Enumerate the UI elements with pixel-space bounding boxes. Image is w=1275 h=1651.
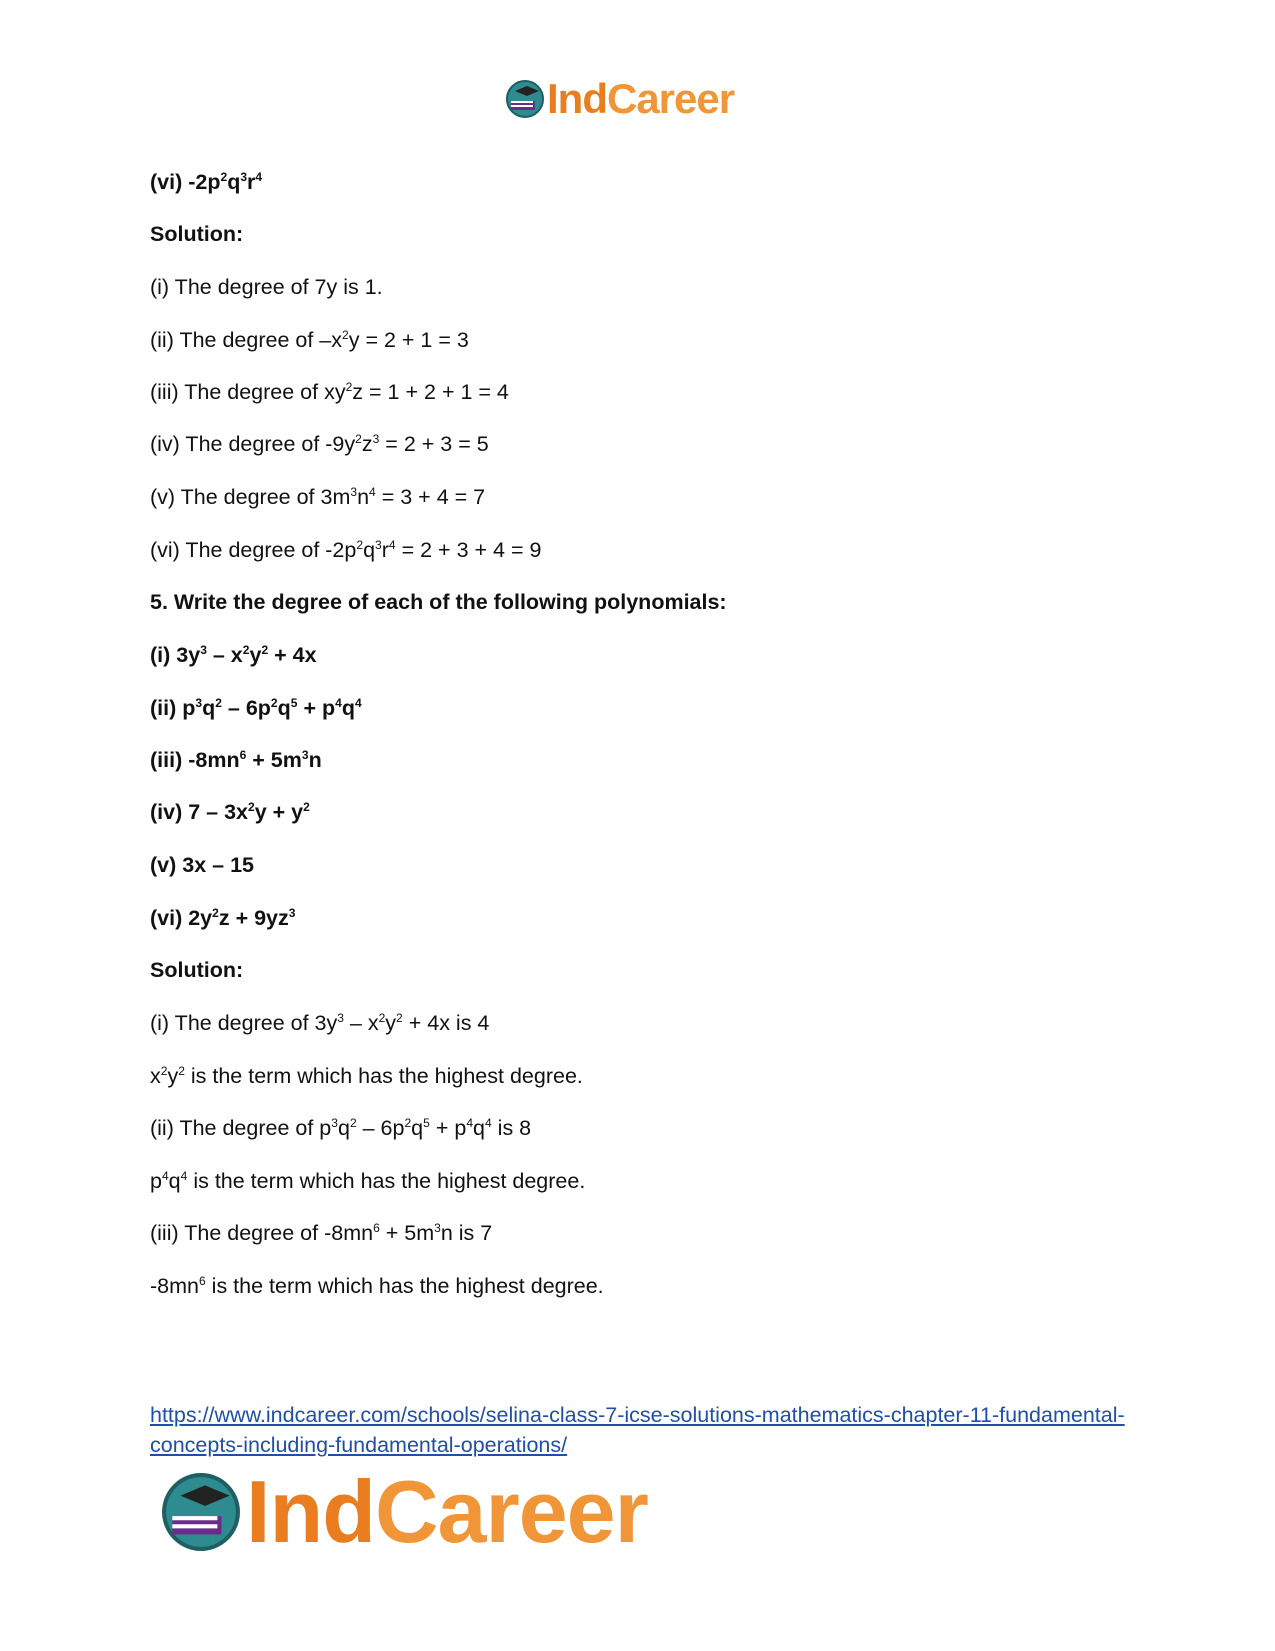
answer-5-i-note: $x^2y^2$ is the term which has the highest degree. xyxy=(150,1064,583,1088)
footer-logo xyxy=(160,1462,648,1561)
header-logo xyxy=(505,75,735,122)
q5-item-ii: (ii) $p^3q^2 - 6p^2q^5 + p^4q^4$ xyxy=(150,696,362,720)
q4-item-vi: (vi) $-2p^2q^3r^4$ xyxy=(150,170,263,194)
logo-wordmark: IndCareer xyxy=(547,75,735,122)
answer-5-iii: (iii) The degree of $-8mn^6 + 5m^3n$ is 7 xyxy=(150,1221,493,1245)
q5-item-v: (v) 3x – 15 xyxy=(150,853,254,877)
answer-4-iv: (iv) The degree of $-9y^2z^3 = 2 + 3 = 5$ xyxy=(150,432,489,456)
solution-heading-2: Solution: xyxy=(150,958,244,982)
answer-4-vi: (vi) The degree of $-2p^2q^3r^4 = 2 + 3 + 4 = 9$ xyxy=(150,538,542,562)
answer-5-ii: (ii) The degree of $p^3q^2 - 6p^2q^5 + p^4q^4$ is 8 xyxy=(150,1116,532,1140)
answer-4-v: (v) The degree of $3m^3n^4 = 3 + 4 = 7$ xyxy=(150,485,486,509)
logo-wordmark: IndCareer xyxy=(246,1462,648,1561)
answer-4-i: (i) The degree of 7y is 1. xyxy=(150,275,383,299)
answer-4-ii: (ii) The degree of $-x^2y = 2 + 1 = 3$ xyxy=(150,328,469,352)
answer-5-iii-note: $-8mn^6$ is the term which has the highest degree. xyxy=(150,1274,604,1298)
book-globe-icon xyxy=(505,79,545,119)
q5-item-iii: (iii) $-8mn^6 + 5m^3n$ xyxy=(150,748,322,772)
answer-5-ii-note: $p^4q^4$ is the term which has the highest degree. xyxy=(150,1169,586,1193)
solution-heading: Solution: xyxy=(150,222,244,246)
q5-item-vi: (vi) $2y^2z + 9yz^3$ xyxy=(150,906,296,930)
source-link[interactable]: https://www.indcareer.com/schools/selina-class-7-icse-solutions-mathematics-chapter-11-fundamental-concepts-including-fundamental-operations/ xyxy=(150,1403,1125,1457)
q5-item-iv: (iv) $7 - 3x^2y + y^2$ xyxy=(150,800,310,824)
question-5-heading: 5. Write the degree of each of the following polynomials: xyxy=(150,590,727,614)
q5-item-i: (i) $3y^3 - x^2y^2 + 4x$ xyxy=(150,643,317,667)
answer-4-iii: (iii) The degree of $xy^2z = 1 + 2 + 1 = 4$ xyxy=(150,380,509,404)
book-globe-icon xyxy=(160,1471,242,1553)
answer-5-i: (i) The degree of $3y^3 - x^2y^2 + 4x$ is 4 xyxy=(150,1011,490,1035)
